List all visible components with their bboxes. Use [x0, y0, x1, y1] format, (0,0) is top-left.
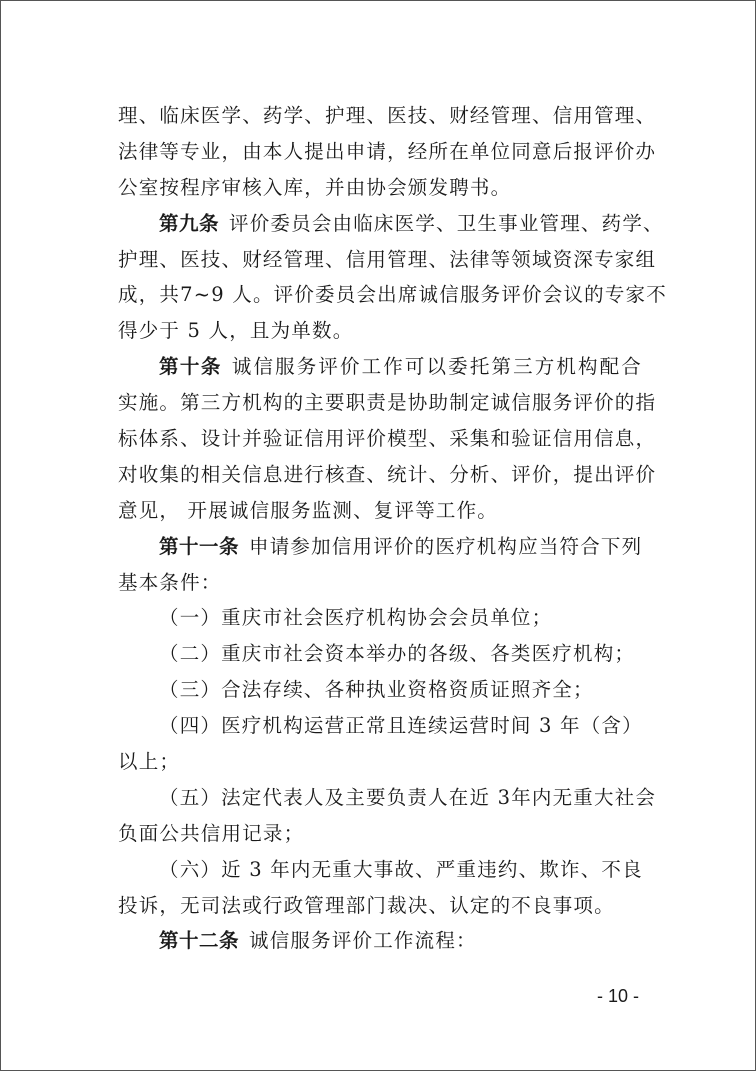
page-number: - 10 -: [597, 986, 640, 1006]
article-line: [118, 529, 642, 565]
text-line: [118, 708, 642, 744]
line-text: 基本条件：: [118, 570, 222, 594]
line-text: 实施。第三方机构的主要职责是协助制定诚信服务评价的指: [118, 391, 657, 415]
line-text: 负面公共信用记录；: [118, 821, 305, 845]
line-text: 评价委员会由临床医学、卫生事业管理、药学、: [229, 211, 664, 235]
text-line: [118, 888, 642, 924]
line-text: 成，共7~9 人。评价委员会出席诚信服务评价会议的专家不: [118, 283, 667, 307]
article-line: [118, 923, 642, 959]
text-line: [118, 170, 642, 206]
article-heading: 第十一条: [159, 534, 240, 558]
text-line: [118, 277, 667, 313]
text-line: [118, 636, 642, 672]
text-line: [118, 600, 642, 636]
line-text: 护理、医技、财经管理、信用管理、法律等领域资深专家组: [118, 247, 657, 271]
line-text: 法律等专业，由本人提出申请，经所在单位同意后报评价办: [118, 139, 657, 163]
line-text: （五）法定代表人及主要负责人在近 3年内无重大社会: [159, 785, 657, 809]
line-text: 申请参加信用评价的医疗机构应当符合下列: [249, 534, 643, 558]
text-line: [118, 780, 657, 816]
article-line: [118, 349, 642, 385]
line-text: 标体系、设计并验证信用评价模型、采集和验证信用信息，: [118, 427, 657, 451]
document-body: [118, 98, 667, 959]
line-text: 得少于 5 人，且为单数。: [118, 319, 354, 343]
text-line: [118, 457, 657, 493]
line-text: （三）合法存续、各种执业资格资质证照齐全；: [159, 678, 594, 702]
line-text: （一）重庆市社会医疗机构协会会员单位；: [159, 606, 553, 630]
line-text: （六）近 3 年内无重大事故、严重违约、欺诈、不良: [159, 857, 643, 881]
text-line: [118, 242, 657, 278]
line-text: 诚信服务评价工作可以委托第三方机构配合: [231, 355, 642, 379]
line-text: 理、临床医学、药学、护理、医技、财经管理、信用管理、: [118, 104, 657, 127]
line-text: 投诉，无司法或行政管理部门裁决、认定的不良事项。: [118, 893, 615, 917]
text-line: [118, 313, 642, 349]
line-text: 公室按程序审核入库，并由协会颁发聘书。: [118, 175, 512, 199]
text-line: [118, 672, 642, 708]
line-text: 意见， 开展诚信服务监测、复评等工作。: [118, 498, 498, 522]
text-line: [118, 98, 657, 134]
article-line: [118, 206, 664, 242]
line-text: 对收集的相关信息进行核查、统计、分析、评价，提出评价: [118, 462, 657, 486]
line-text: （二）重庆市社会资本举办的各级、各类医疗机构；: [159, 642, 636, 666]
text-line: [118, 385, 657, 421]
line-text: 以上；: [118, 750, 181, 774]
text-line: [118, 816, 642, 852]
text-line: [118, 852, 642, 888]
article-heading: 第十条: [159, 355, 222, 379]
line-text: 诚信服务评价工作流程：: [249, 929, 477, 953]
text-line: [118, 421, 657, 457]
article-heading: 第九条: [159, 211, 220, 235]
text-line: [118, 744, 642, 780]
text-line: [118, 565, 642, 601]
text-line: [118, 134, 657, 170]
text-line: [118, 493, 642, 529]
article-heading: 第十二条: [159, 929, 240, 953]
line-text: （四）医疗机构运营正常且连续运营时间 3 年（含）: [159, 714, 643, 738]
